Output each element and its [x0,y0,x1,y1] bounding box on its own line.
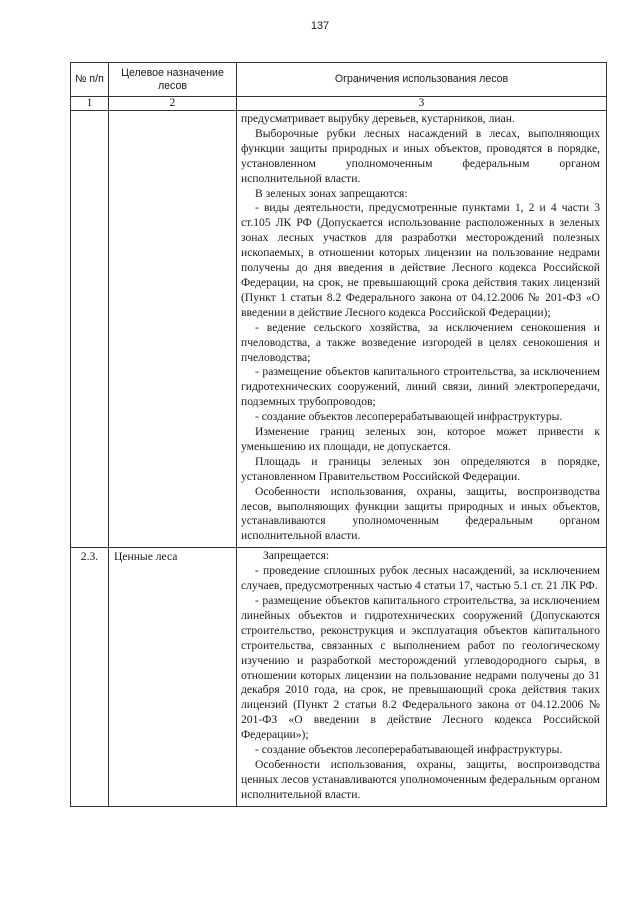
paragraph: Изменение границ зеленых зон, которое может привести к уменьшению их площади, не допускается. [241,425,600,453]
list-item: - ведение сельского хозяйства, за исключением сенокошения и пчеловодства, а также возведение изгородей в целях сенокошения и пчеловодства; [241,320,600,364]
list-item: - создание объектов лесоперерабатывающей инфраструктуры. [255,743,563,757]
restrictions-cell [237,548,607,806]
column-numbers-row [71,97,607,111]
row-num: 2.3. [71,548,109,806]
page-number: 137 [310,20,330,32]
row-purpose: Ценные леса [109,548,237,806]
paragraph: Особенности использования, охраны, защиты, воспроизводства ценных лесов устанавливаются уполномоченным федеральным органом исполнительной власти. [241,757,600,801]
list-item: - размещение объектов капитального строительства, за исключением гидротехнических сооружений, линий связи, линий электропередачи, подземных трубопроводов; [241,365,600,409]
row-purpose [109,111,237,548]
column-number: 2 [109,97,237,111]
paragraph: предусматривает вырубку деревьев, кустарников, лиан. [241,112,515,125]
row-num [71,111,109,548]
paragraph: Выборочные рубки лесных насаждений в лесах, выполняющих функции защиты природных и иных объектов, проводятся в порядке, установленном уполномоченным федеральным органом исполнительной власти. [241,126,600,185]
paragraph: Запрещается: [263,549,330,563]
list-item: - проведение сплошных рубок лесных насаждений, за исключением случаев, предусмотренных частью 4 статьи 17, частью 5.1 ст. 21 ЛК РФ. [241,564,600,593]
list-item: - создание объектов лесоперерабатывающей инфраструктуры. [255,410,563,424]
list-item: - размещение объектов капитального строительства, за исключением линейных объектов и гидротехнических сооружений (Допускаются строительство, реконструкция и эксплуатация объектов капитального строительства, связанных с выполнением работ по геологическому изучению и разработкой месторождений углеводородного сырья, в отношении которых лицензии на пользование недрами получены до 31 декабря 2010 года, на срок, не превышающий срока действия таких лицензий (Пункт 2 статьи 8.2 Федерального закона от 04.12.2006 № 201-ФЗ «О введении в действие Лесного кодекса Российской Федерации»); [241,594,600,742]
forest-restrictions-table [70,62,607,807]
header-purpose: Целевое назначение лесов [109,63,237,97]
column-number: 3 [237,97,607,111]
column-number: 1 [71,97,109,111]
list-item: - виды деятельности, предусмотренные пунктами 1, 2 и 4 части 3 ст.105 ЛК РФ (Допускается использование расположенных в зеленых зонах лесных участков для разработки месторождений полезных ископаемых, в отношении которых лицензии на пользование недрами получены до дня введения в действие Лесного кодекса Российской Федерации, на срок, не превышающий срока действия таких лицензий (Пункт 1 статьи 8.2 Федерального закона от 04.12.2006 № 201-ФЗ «О введении в действие Лесного кодекса Российской Федерации); [241,201,600,319]
table-row [71,548,607,806]
restrictions-cell [237,111,607,548]
paragraph: В зеленых зонах запрещаются: [255,186,408,200]
table-header-row [71,63,607,97]
table-row [71,111,607,548]
paragraph: Особенности использования, охраны, защиты, воспроизводства лесов, выполняющих функции защиты природных и иных объектов, устанавливаются уполномоченным федеральным органом исполнительной власти. [241,484,600,543]
header-restrictions: Ограничения использования лесов [237,63,607,97]
header-num: № п/п [71,63,109,97]
paragraph: Площадь и границы зеленых зон определяются в порядке, установленном Правительством Российской Федерации. [241,454,600,483]
